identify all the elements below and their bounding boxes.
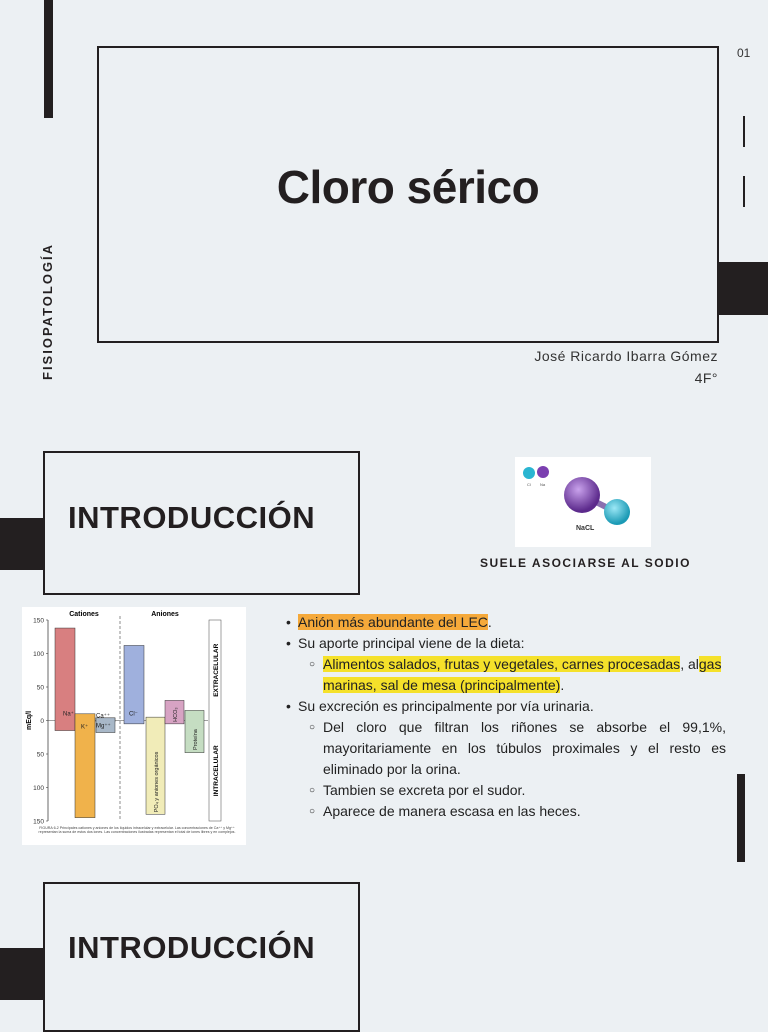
- chart-bar-label-1: K⁺: [81, 724, 89, 731]
- image-caption: SUELE ASOCIARSE AL SODIO: [480, 556, 691, 570]
- molecule-small-na: Na: [540, 482, 546, 487]
- section-heading: INTRODUCCIÓN: [68, 500, 316, 535]
- molecule-label: NaCL: [576, 525, 595, 532]
- page-number: 01: [737, 46, 751, 60]
- author-name: José Ricardo Ibarra Gómez: [534, 348, 718, 364]
- chart-bar-label-3: Mg⁺⁺: [96, 723, 111, 730]
- chart-y-tick-label: 150: [33, 617, 44, 625]
- chart-bar-label-0: Na⁺: [63, 711, 74, 718]
- chart-y-tick-label: 100: [33, 785, 44, 792]
- chart-bar-label-5: PO₄ y aniones orgánicos: [154, 751, 160, 813]
- bullet-anion: • Anión más abundante del LEC.: [298, 612, 726, 633]
- sub-bullet-foods: ○ Alimentos salados, frutas y vegetales, carnes procesadas, algas marinas, sal de mesa (principalmente).: [323, 654, 726, 696]
- chart-side-label-extracellular: EXTRACELULAR: [213, 643, 220, 697]
- page-title: Cloro sérico: [276, 161, 540, 213]
- intro-content: [284, 612, 726, 822]
- bullet-diet: • Su aporte principal viene de la dieta: ○ Alimentos salados, frutas y vegetales, carnes procesadas, algas marinas, sal de mesa (principalmente).: [298, 633, 726, 696]
- deco-block-left-2: [0, 518, 44, 570]
- chart-y-tick-label: 0: [40, 718, 44, 725]
- chart-y-tick-label: 50: [36, 684, 44, 692]
- deco-line-right-1: [743, 116, 745, 147]
- author-group: 4F°: [694, 370, 718, 386]
- chart-bar-label-6: HCO₃: [173, 707, 179, 722]
- side-label-fisiopatologia: FISIOPATOLOGÍA: [40, 242, 55, 380]
- deco-block-right: [718, 262, 768, 315]
- chart-y-label: mEq/l: [26, 710, 33, 731]
- deco-line-right-3: [737, 774, 745, 862]
- ions-chart: [22, 607, 246, 845]
- chart-y-tick-label: 100: [33, 651, 44, 658]
- sub-bullet-feces: ○ Aparece de manera escasa en las heces.: [323, 801, 726, 822]
- author-info: [534, 345, 718, 389]
- deco-bar-top-left: [44, 0, 53, 118]
- chart-side-label-intracellular: INTRACELULAR: [213, 745, 220, 797]
- bullet-excretion: • Su excreción es principalmente por vía urinaria. ○ Del cloro que filtran los riñones se absorbe el 99,1%, mayoritariamente en los túbulos proximales y el resto es eliminado por la orina. ○ Tambien se excreta por el sudor. ○ Aparece de manera escasa en las heces.: [298, 696, 726, 822]
- chart-footnote: FIGURA 6-2 Principales cationes y aniones de los líquidos intracelular y extracelular. Las concentraciones de Ca⁺⁺ y Mg⁺⁺ representan la suma de estos dos iones. Las concentraciones ilustradas representan el total de iones libres y en complejos.: [38, 826, 236, 835]
- nacl-molecule-image: [515, 457, 651, 547]
- sub-bullet-sweat: ○ Tambien se excreta por el sudor.: [323, 780, 726, 801]
- chart-bar-label-7: Proteína: [193, 729, 199, 750]
- chart-header-cations: Cationes: [69, 611, 99, 618]
- deco-block-left-3: [0, 948, 44, 1000]
- chart-bar-label-2: Ca⁺⁺: [96, 713, 111, 720]
- sub-bullet-kidney: ○ Del cloro que filtran los riñones se absorbe el 99,1%, mayoritariamente en los túbulos proximales y el resto es eliminado por la orina.: [323, 717, 726, 780]
- molecule-small-cl: Cl: [527, 482, 531, 487]
- deco-line-right-2: [743, 176, 745, 207]
- chart-y-tick-label: 50: [36, 751, 44, 759]
- section-heading-2: INTRODUCCIÓN: [68, 930, 316, 965]
- chart-bar-label-4: Cl⁻: [129, 711, 138, 718]
- chart-y-tick-label: 150: [33, 818, 44, 826]
- chart-header-anions: Aniones: [151, 611, 179, 618]
